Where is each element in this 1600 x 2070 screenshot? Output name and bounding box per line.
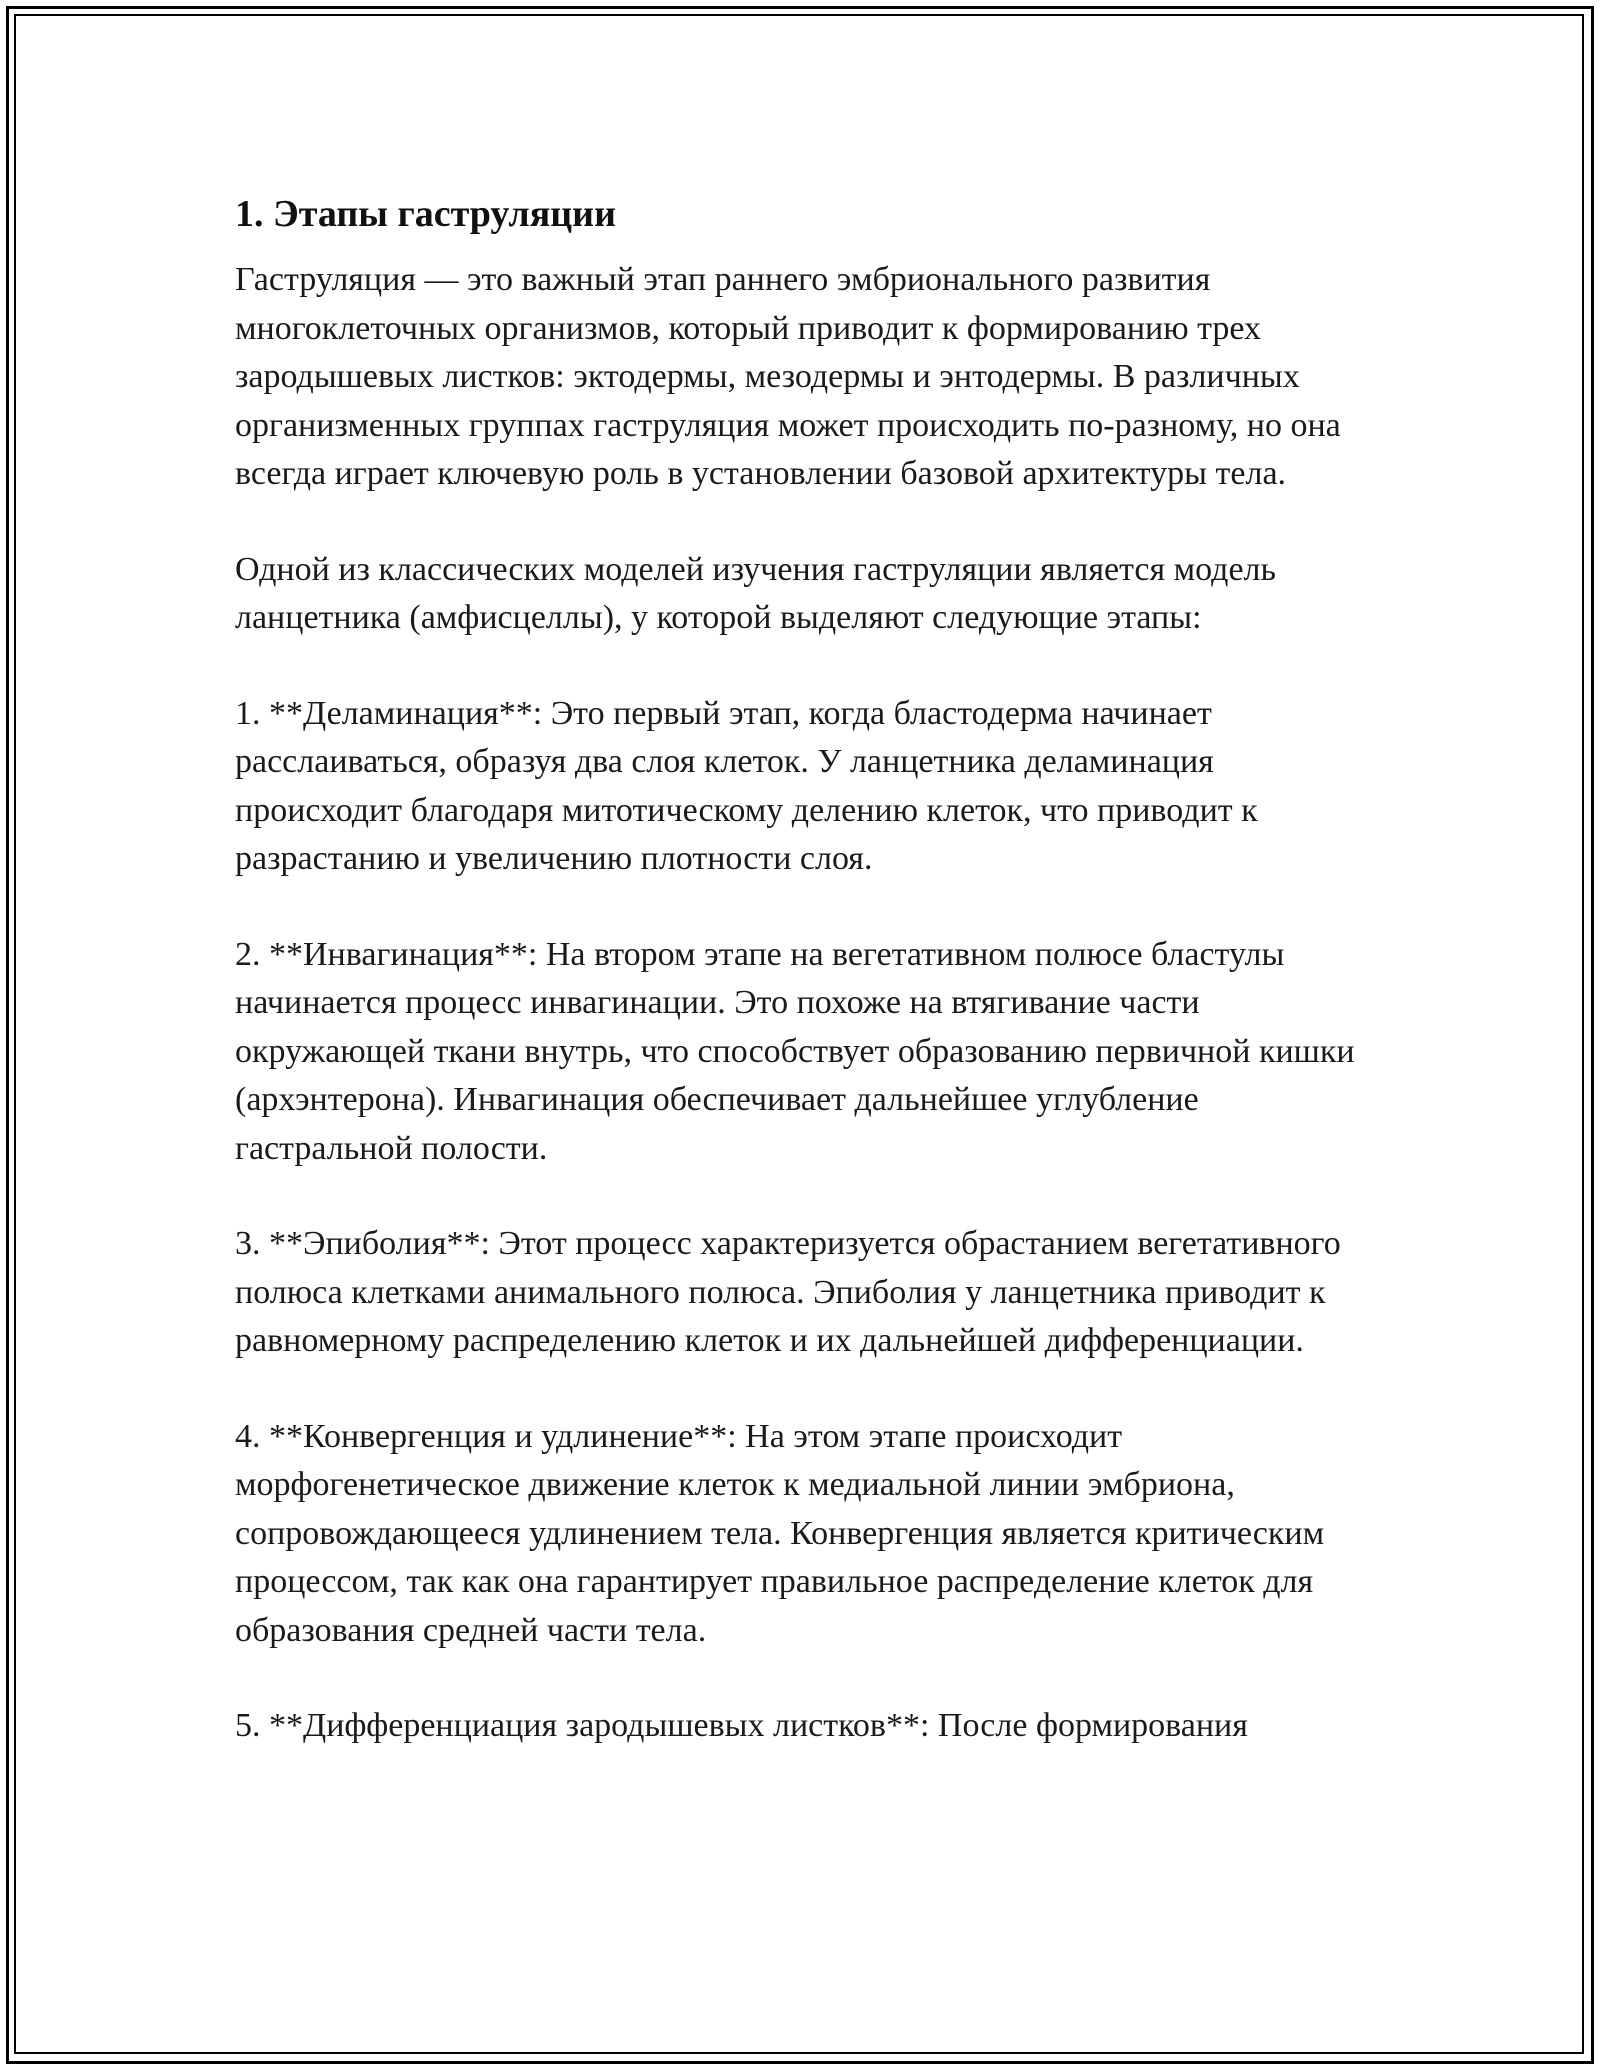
section-heading: 1. Этапы гаструляции (235, 193, 616, 235)
paragraph-model: Одной из классических моделей изучения гаструляции является модель ланцетника (амфисцеллы), у которой выделяют следующие этапы: (235, 550, 1277, 636)
paragraph-stage-invagination: 2. **Инвагинация**: На втором этапе на вегетативном полюсе бластулы начинается процесс инвагинации. Это похоже на втягивание части окружающей ткани внутрь, что способствует образованию первичной кишки (архэнтерона). Инвагинация обеспечивает дальнейшее углубление гастральной полости. (235, 935, 1355, 1167)
document-body (235, 186, 1375, 1751)
paragraph-intro: Гаструляция — это важный этап раннего эмбрионального развития многоклеточных организмов, который приводит к формированию трех зародышевых листков: эктодермы, мезодермы и энтодермы. В различных организменных группах гаструляция может происходить по-разному, но она всегда играет ключевую роль в установлении базовой архитектуры тела. (235, 261, 1341, 492)
paragraph-stage-epiboly: 3. **Эпиболия**: Этот процесс характеризуется обрастанием вегетативного полюса клетками анимального полюса. Эпиболия у ланцетника приводит к равномерному распределению клеток и их дальнейшей дифференциации. (235, 1225, 1341, 1359)
paragraph-stage-delamination: 1. **Деламинация**: Это первый этап, когда бластодерма начинает расслаиваться, образуя два слоя клеток. У ланцетника деламинация происходит благодаря митотическому делению клеток, что приводит к разрастанию и увеличению плотности слоя. (235, 694, 1258, 877)
paragraph-stage-differentiation: 5. **Дифференциация зародышевых листков**: После формирования (235, 1707, 1248, 1744)
paragraph-stage-convergence: 4. **Конвергенция и удлинение**: На этом этапе происходит морфогенетическое движение клеток к медиальной линии эмбриона, сопровождающееся удлинением тела. Конвергенция является критическим процессом, так как она гарантирует правильное распределение клеток для образования средней части тела. (235, 1417, 1325, 1649)
